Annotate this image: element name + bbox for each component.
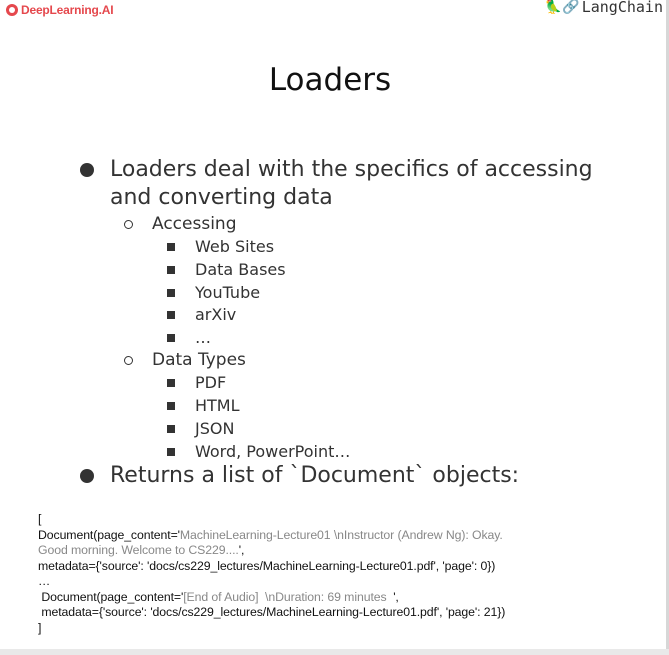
code-text: Document(page_content=' xyxy=(38,527,180,542)
list-item xyxy=(167,237,274,257)
bullet-square xyxy=(167,243,175,251)
code-line xyxy=(38,528,638,544)
code-line xyxy=(38,543,638,559)
list-item xyxy=(167,283,260,303)
code-line: … xyxy=(38,574,51,588)
sub-bullet-accessing xyxy=(124,213,237,235)
list-item xyxy=(167,305,236,325)
bullet-dot xyxy=(80,469,94,483)
bullet-text: Loaders deal with the specifics of accessing and converting data xyxy=(110,157,593,210)
code-string: MachineLearning-Lecture01 \nInstructor (Andrew Ng): Okay. xyxy=(179,527,503,542)
list-item xyxy=(167,396,240,416)
bullet-square xyxy=(167,266,175,274)
list-item-text: YouTube xyxy=(195,283,261,302)
list-item-text: Data Bases xyxy=(195,260,286,279)
sub-bullet-text: Accessing xyxy=(152,214,237,234)
list-item-text: Web Sites xyxy=(195,237,275,256)
code-sample xyxy=(38,512,638,636)
bullet-square xyxy=(167,402,175,410)
code-line: metadata={'source': 'docs/cs229_lectures/MachineLearning-Lecture01.pdf', 'page': 0}) xyxy=(38,558,496,573)
list-item xyxy=(167,328,211,348)
bullet-dot xyxy=(80,163,94,177)
code-text: ', xyxy=(238,543,245,557)
list-item-text: Word, PowerPoint… xyxy=(195,442,351,461)
list-item xyxy=(167,442,350,462)
code-text: ', xyxy=(393,589,399,604)
code-line: metadata={'source': 'docs/cs229_lectures/MachineLearning-Lecture01.pdf', 'page': 21}) xyxy=(38,605,506,619)
bullet-circle xyxy=(124,220,133,229)
list-item-text: … xyxy=(195,328,211,347)
list-item xyxy=(167,373,226,393)
deeplearning-logo-text: DeepLearning.AI xyxy=(21,3,114,17)
bullet-square xyxy=(167,448,175,456)
code-string: [End of Audio] \nDuration: 69 minutes xyxy=(183,589,394,604)
parrot-link-icon: 🦜🔗 xyxy=(544,0,580,15)
list-item-text: JSON xyxy=(195,419,235,438)
sub-bullet-data-types xyxy=(124,349,246,371)
list-item-text: arXiv xyxy=(195,305,237,324)
slide-title: Loaders xyxy=(268,62,392,98)
code-string: Good morning. Welcome to CS229.... xyxy=(38,543,239,557)
list-item xyxy=(167,419,234,439)
bullet-text: Returns a list of `Document` objects: xyxy=(110,463,520,488)
bullet-returns xyxy=(80,462,610,490)
list-item-text: PDF xyxy=(195,373,227,392)
list-item-text: HTML xyxy=(195,396,240,415)
langchain-logo-text: LangChain xyxy=(581,0,663,16)
list-item xyxy=(167,260,286,280)
code-text: Document(page_content=' xyxy=(38,589,184,604)
bullet-square xyxy=(167,425,175,433)
bullet-square xyxy=(167,311,175,319)
code-line xyxy=(38,590,638,606)
bullet-square xyxy=(167,334,175,342)
langchain-logo xyxy=(545,0,663,16)
bullet-loaders xyxy=(80,156,610,212)
bullet-circle xyxy=(124,356,133,365)
deeplearning-logo xyxy=(6,3,113,17)
bullet-square xyxy=(167,379,175,387)
bottom-bar xyxy=(0,649,669,655)
code-line: [ xyxy=(38,512,42,526)
sub-bullet-text: Data Types xyxy=(152,350,246,370)
bullet-square xyxy=(167,289,175,297)
deeplearning-logo-icon xyxy=(6,4,18,16)
code-line: ] xyxy=(38,620,42,635)
